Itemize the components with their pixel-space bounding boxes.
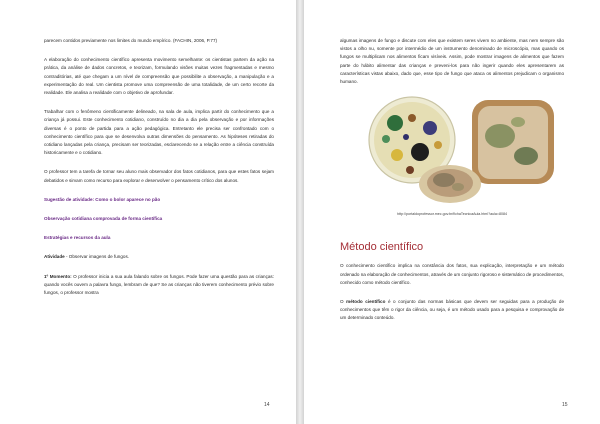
activity-suggestion-link[interactable]: Sugestão de atividade: Como o bolor aparece no pão (44, 196, 161, 202)
left-paragraph-3: Trabalhar com o fenômeno cientificamente delineado, na sala de aula, implica partir do conhecimento que a criança já possui. Este conhecimento cotidiano, construído no dia a dia pela observação e por informações diversas é o ponto de partida para a ação pedagógica. Entretanto ele precisa ser confrontado com o conhecimento científico para que se desenvolva outras dimensões do pensamento. As hipóteses retiradas do cotidiano lançadas pela criança, precisam ser teorizadas, esclarecendo se a relação entre a ciência construída historicamente e o cotidiano. (44, 109, 274, 156)
observation-link[interactable]: Observação cotidiana comprovada de forma científica (44, 216, 163, 222)
para3-rest: é o conjunto das normas básicas que devem ser seguidas para a produção de conhecimentos que têm o rigor da ciência, ou seja, é um método usado para a pesquisa e comprovação de um determinado conteúdo. (340, 299, 564, 321)
left-paragraph-2: A elaboração do conhecimento científico apresenta movimento semelhante: os cientistas partem da ação na prática, da análise de dados concretos, e teorizam, formulando visões muitas vezes fragmentadas e mesmo contraditórias, até que chegam a um nível de compreensão que possibilite a observação, a manipulação e a experimentação do real. Um cientista promove uma compreensão de uma totalidade, de um certo recorte da realidade. Ele analisa a realidade com o objetivo de aprofundar. (44, 57, 274, 96)
activity-label: Atividade (44, 254, 65, 260)
book-gutter (296, 0, 304, 424)
left-paragraph-4: O professor tem a tarefa de tornar seu aluno mais observador dos fatos cotidianos, para que estes fatos sejam debatidos e sirvam como recurso para explorar e desenvolver o pensamento crítico dos alunos. (44, 169, 274, 183)
right-paragraph-1: algumas imagens de fungo e discute com eles que existem seres vivem no ambiente, mas nem sempre são vistos a olho nu, somente por intermédio de um instrumento denominado de microscópio, mas quando os fungos se multiplicam nos alimentos ficam visíveis. Assim, pode mostrar imagens de alimentos que fazem parte do hábito alimentar das crianças e preveni-los para não ingerir quando eles apresentarem as características vistas abaixo, dado que, esse tipo de fungo que ataca os alimentos prejudicam o organismo humano. (340, 38, 564, 85)
scientific-method-term: método científico (346, 299, 386, 305)
right-paragraph-2: O conhecimento científico implica na constância dos fatos, sua explicação, interpretação e um método ordenado na elaboração de conhecimentos, através de um conjunto rigoroso e sistemático de procedimentos, conhecido como método científico. (340, 263, 564, 285)
right-paragraph-3 (340, 298, 564, 323)
moment-label: 1º Momento: (44, 273, 72, 279)
strategies-link[interactable]: Estratégias e recursos da aula (44, 235, 111, 241)
page-right (304, 0, 600, 424)
moldy-bread-image (472, 100, 554, 184)
page-number-right: 15 (562, 402, 568, 408)
para3-lead: O (340, 299, 347, 305)
page-left (0, 0, 296, 424)
moment-paragraph (44, 273, 274, 298)
activity-text: - Observar imagens de fungos. (64, 254, 130, 260)
moldy-food-image (419, 165, 481, 203)
section-heading: Método científico (340, 241, 424, 254)
left-paragraph-1: parecem contidos previamente nos limites do mundo empírico. (FACHIN, 2006, P.77) (44, 38, 218, 43)
mold-images (340, 92, 568, 204)
figure-caption: http://portaldoprofessor.mec.gov.br/fichaTecnicaAula.html?aula=8084 (397, 212, 507, 217)
activity-line (44, 253, 274, 261)
page-number-left: 14 (264, 402, 270, 408)
mold-figure (340, 92, 564, 204)
moment-text: O professor inicia a sua aula falando sobre os fungos. Pode fazer uma questão para as crianças: quando vocês ouvem a palavra fungo, lembram de que? Se as crianças não tiverem conhecimento prévio sobre fungos, o professor mostra (44, 273, 275, 296)
